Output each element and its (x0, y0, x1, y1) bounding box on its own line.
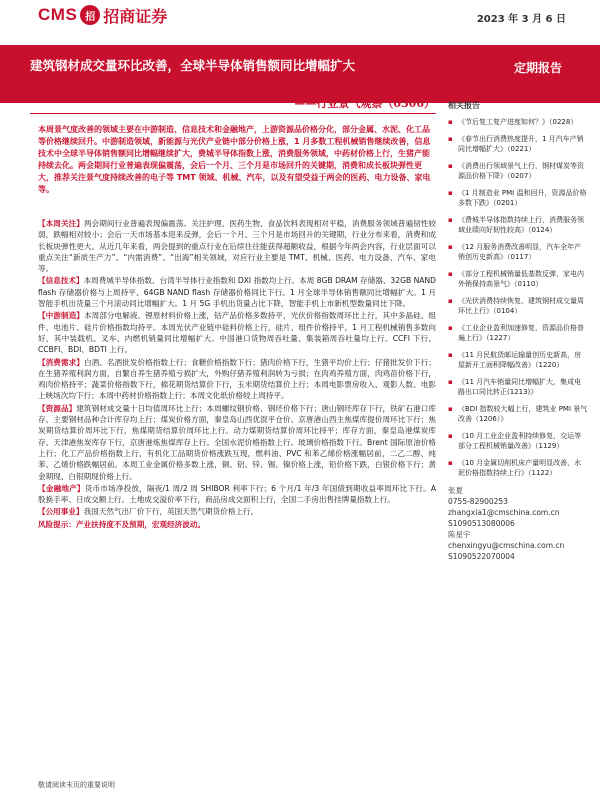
report-title: 建筑钢材成交量环比改善，全球半导体销售额同比增幅扩大 (30, 58, 356, 73)
related-report-link[interactable] (448, 458, 588, 478)
section-paragraph (38, 403, 436, 482)
analyst-email[interactable]: zhangxia1@cmschina.com.cn (448, 508, 560, 517)
bullet-icon: ▪ (448, 297, 453, 305)
related-report-title: 《BDI 指数较大幅上行，建筑业 PMI 景气改善（1206）》 (458, 405, 588, 423)
section-text: 本周部分电解液、锂原材料价格上涨，钴产品价格多数持平，光伏价格指数周环比上行，其中多晶硅、组件、电池片、硅片价格指数均持平。本周光伏产业链中硅料价格上行，硅片、组件价格持平。1 月工程机械销售多数向好，其中装载机、叉车、内燃机销量同比增幅扩大。中国港口货物周吞吐量、集装箱周吞吐量均上行。CCFI 下行、CCBFI、BDI、BDTI 上行。 (38, 311, 437, 355)
related-report-link[interactable] (448, 215, 588, 235)
bullet-icon: ▪ (448, 243, 453, 251)
section-text: 白酒、名酒批发价格指数上行；食糖价格指数下行；猪肉价格下行，生猪平均价上行；仔猪批发价下行；在生猪养殖利润方面，自繁自养生猪养殖亏损扩大，外购仔猪养殖利润转为亏损；在肉鸡养殖方面，肉鸡苗价格下行，鸡肉价格持平；蔬菜价格指数下行，棉花期货结算价下行，玉米期货结算价上行；本周电影票房收入、观影人数、电影上映场次均下行；本周中药材价格指数上行；本周文化纸价格较上周持平。 (38, 357, 437, 401)
related-report-link[interactable] (448, 269, 588, 289)
related-report-title: 《11 月民航货邮运输量创历史新高，房屋新开工面积降幅改善》（1220） (458, 351, 582, 369)
analyst-contact (448, 485, 588, 562)
bullet-icon: ▪ (448, 270, 453, 278)
related-report-title: 《费城半导体指数持续上行，消费服务领域业绩向好韧性较高》（0124） (458, 216, 584, 234)
related-report-title: 《部分工程机械销量低基数反弹，家电内外销保持高景气》（0110） (458, 270, 584, 288)
analyst-license: S1090522070004 (448, 552, 515, 561)
risk-warning: 风险提示：产业扶持度不及预期，宏观经济波动。 (38, 519, 206, 529)
bullet-icon: ▪ (448, 135, 453, 143)
section-text: 建筑钢材成交量十日均值周环比上行；本周螺纹钢价格、钢坯价格下行；唐山钢坯库存下行，铁矿石港口库存、主要钢材品种合计库存均上行；煤炭价格方面，秦皇岛山西优混平仓价、京唐港山西主焦煤库提价周环比下行；焦炭期货结算价周环比下行，焦煤期货结算价周环比上行。动力煤期货结算价周环比持平；库存方面，秦皇岛港煤炭库存、天津港焦炭库存下行，京唐港炼焦煤库存上行。全国水泥价格指数上行。玻璃价格指数下行。Brent 国际原油价格上行；化工产品价格指数上行，有机化工品期货价格涨跌互现，燃料油、PVC 和苯乙烯价格涨幅居前，二乙二醇、纯苯、乙烯价格跌幅居前。本周工业金属价格多数上涨，铜、铝、锌、锡、镍价格上涨，铅价格下跌，白银价格下行；黄金期现、白银期现价格上行。 (38, 403, 437, 481)
section-tag: 【信息技术】 (38, 276, 84, 286)
bullet-icon: ▪ (448, 118, 453, 126)
section-paragraph (38, 218, 436, 274)
related-report-link[interactable] (448, 242, 588, 262)
related-reports-list (448, 117, 588, 478)
related-report-title: 《12 月服务消费改善明显，汽车全年产销创历史新高》（0117） (458, 243, 582, 261)
section-tag: 【金融地产】 (38, 483, 85, 493)
related-report-link[interactable] (448, 350, 588, 370)
related-report-link[interactable] (448, 404, 588, 424)
related-report-link[interactable] (448, 431, 588, 451)
summary-paragraph: 本周景气度改善的领域主要在中游制造、信息技术和金融地产，上游资源品价格分化，部分金属、水泥、化工品等价格继续回升。中游制造领域，新能源与光伏产业链中部分价格上涨，1 月多数工程机械销售继续改善，信息技术中全球半导体销售额同比增幅继续扩大，费城半导体指数上涨，消费服务领域，中药材价格上行，生猪产能持续去化。两会期间行业普遍表现偏震荡，会后一个月、三个月是市场回升的关键期，消费和成长板块弹性更大，推荐关注景气度持续改善的电子等 TMT 领域、机械、汽车，以及有望受益于两会的医药、电力设备、家电等。 (38, 125, 431, 194)
section-tag: 【公用事业】 (38, 507, 84, 517)
report-subtitle: ——行业景气观察（0306） (294, 97, 435, 110)
related-report-title: 《节后复工复产进度如何？》（0228） (458, 118, 578, 126)
related-report-title: 《工业企业盈利加速修复，资源品价格普遍上行》（1227） (458, 324, 584, 342)
bullet-icon: ▪ (448, 405, 453, 413)
bullet-icon: ▪ (448, 351, 453, 359)
section-paragraph (38, 310, 436, 355)
related-report-title: 《10 月工业企业盈利持续修复，交运等部分工程机械销量改善》（1129） (458, 432, 582, 450)
section-paragraph (38, 275, 436, 309)
related-report-link[interactable] (448, 134, 588, 154)
report-date: 2023 年 3 月 6 日 (476, 14, 566, 25)
related-report-link[interactable] (448, 377, 588, 397)
related-report-title: 《光伏消费持续恢复，建筑钢材成交量周环比上行》（0104） (458, 297, 584, 315)
analyst-phone: 0755-82900253 (448, 497, 508, 506)
bullet-icon: ▪ (448, 459, 453, 467)
section-paragraph (38, 506, 436, 517)
related-report-link[interactable] (448, 296, 588, 316)
logo-text-en: CMS (38, 5, 78, 24)
bullet-icon: ▪ (448, 378, 453, 386)
section-tag: 【本周关注】 (38, 219, 84, 228)
title-divider (30, 113, 436, 114)
page-footer: 敬请阅读末页的重要说明 (38, 781, 115, 789)
related-report-title: 《10 月金属切削机床产量明显改善，水泥价格指数持续上行》（1122） (458, 459, 582, 477)
section-text: 货币市场净投放，隔夜/1 周/2 周 SHIBOR 利率下行；6 个月/1 年/3 年国债到期收益率周环比下行。A 股换手率、日成交额上行。土地成交溢价率下行，商品房成交面积上行，全国二手房出售挂牌量指数上行。 (38, 483, 437, 505)
related-report-link[interactable] (448, 188, 588, 208)
related-report-title: 《11 月汽车销量同比增幅扩大，集成电路出口同比转正(1213)》 (458, 378, 582, 396)
section-text: 本周费城半导体指数、台湾半导体行业指数和 DXI 指数均上行。本周 8GB DRAM 存储器、32GB NAND flash 存储器价格与上周持平、64GB NAND flash 存储器价格同比下行。1 月全球半导体销售额同比增幅扩大。1 月智能手机出货量三个月滚动同比增幅扩大。1 月 5G 手机出货量占比下降，智能手机上市新机型数量同比下降。 (38, 276, 437, 309)
bullet-icon: ▪ (448, 432, 453, 440)
bullet-icon: ▪ (448, 162, 453, 170)
related-report-title: 《春节出行消费热度提升，1 月汽车产销同比增幅扩大》（0221） (458, 135, 584, 153)
section-paragraph (38, 357, 436, 402)
related-report-link[interactable] (448, 323, 588, 343)
report-body (38, 218, 436, 530)
section-tag: 【中游制造】 (38, 311, 84, 321)
section-paragraph (38, 483, 436, 506)
report-type: 定期报告 (513, 61, 562, 75)
logo-mark: 招 (80, 5, 100, 25)
related-reports-heading: 相关报告 (448, 101, 480, 110)
analyst-name: 张夏 (448, 486, 463, 495)
analyst-name: 陈星宇 (448, 530, 471, 539)
section-text: 我国天然气出厂价下行，英国天然气期货价格上行。 (83, 507, 259, 517)
related-report-link[interactable] (448, 117, 588, 127)
company-logo (38, 0, 167, 30)
analyst-license: S1090513080006 (448, 519, 515, 528)
section-tag: 【消费需求】 (38, 357, 84, 367)
related-report-title: 《消费出行领域景气上行，钢材煤炭等资源品价格下降》（0207） (458, 162, 584, 180)
section-text: 两会期间行业普遍表现偏震荡。关注护理、医药生物、食品饮料表现相对平稳，消费服务领域普遍韧性较弱，跌幅相对较小；会后一天市场基本迎来反弹，会后一个月、三个月是市场回升的关键期，行业分布来看，消费和成长板块弹性更大。从近几年来看，两会提到的重点行业在后续往往能获得超额收益，根据今年两会内容，行业层面可以重点关注“新质生产力”、“内需消费”、“出海”相关领域，对应行业主要是 TMT、机械、医药、电力设备、汽车、家电等。 (38, 219, 437, 274)
related-report-title: 《1 月制造业 PMI 温和回升，资源品价格多数下跌》（0201） (458, 189, 587, 207)
analyst-email[interactable]: chenxingyu@cmschina.com.cn (448, 541, 565, 550)
bullet-icon: ▪ (448, 216, 453, 224)
sidebar (448, 100, 588, 562)
bullet-icon: ▪ (448, 324, 453, 332)
section-tag: 【资源品】 (38, 403, 77, 413)
related-report-link[interactable] (448, 161, 588, 181)
bullet-icon: ▪ (448, 189, 453, 197)
logo-text-cn: 招商证券 (103, 6, 168, 26)
